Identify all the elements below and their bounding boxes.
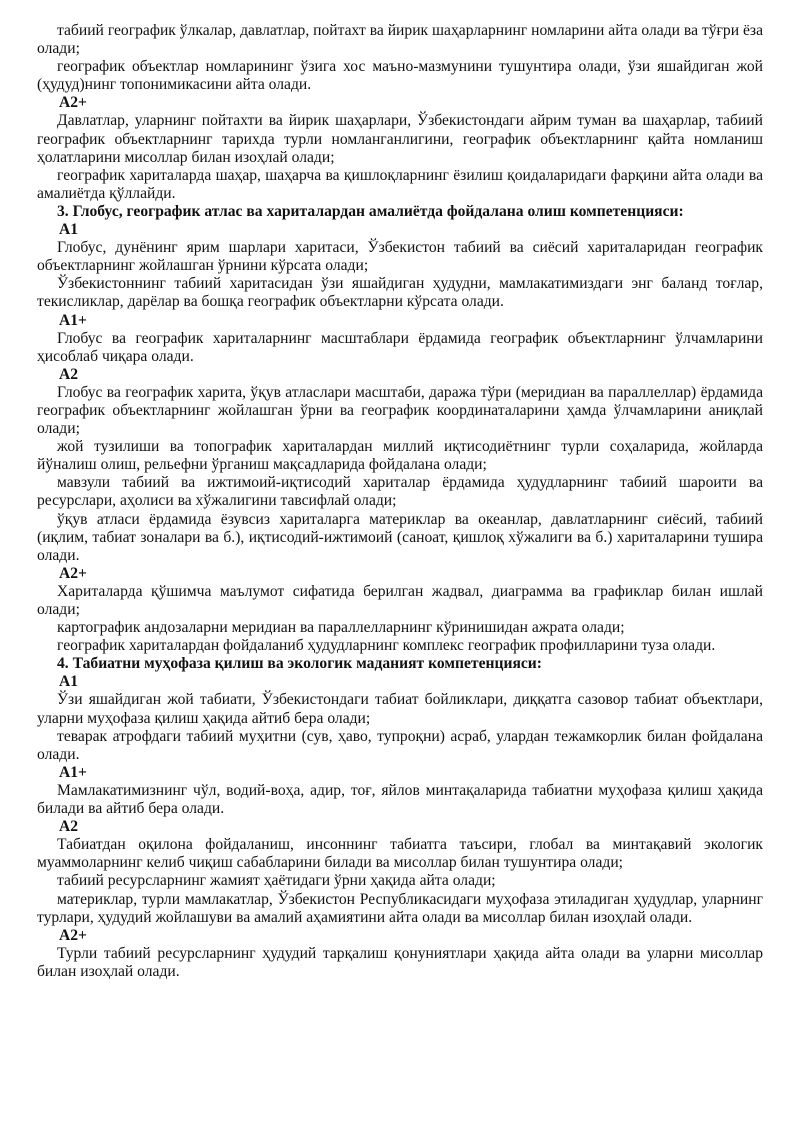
paragraph: Турли табиий ресурсларнинг ҳудудий тарқалиш қонуниятлари ҳақида айта олади ва уларни мисоллар билан изоҳлай олади.: [37, 944, 763, 980]
level-label-a2plus: A2+: [59, 926, 87, 944]
paragraph: ўқув атласи ёрдамида ёзувсиз хариталарга материклар ва океанлар, давлатларнинг сиёсий, табиий (иқлим, табиат зоналари ва б.), иқтисодий-ижтимоий (саноат, қишлоқ хўжалиги ва б.) хариталарини тушира олади.: [37, 510, 763, 564]
paragraph: табиий ресурсларнинг жамият ҳаётидаги ўрни ҳақида айта олади;: [57, 872, 496, 890]
paragraph: теварак атрофдаги табиий муҳитни (сув, ҳаво, тупроқни) асраб, улардан тежамкорлик билан фойдалана олади.: [37, 727, 763, 763]
level-label-a1: A1: [59, 221, 79, 239]
level-label-a2plus: A2+: [59, 564, 87, 582]
paragraph: Мамлакатимизнинг чўл, водий-воҳа, адир, тоғ, яйлов минтақаларида табиатни муҳофаза қилиш ҳақида билади ва айтиб бера олади.: [37, 781, 763, 818]
level-label-a2: A2: [59, 365, 79, 383]
level-label-a1plus: A1+: [59, 311, 87, 329]
section-heading-3: 3. Глобус, географик атлас ва хариталардан амалиётда фойдалана олиш компетенцияси:: [57, 202, 684, 220]
paragraph: табиий географик ўлкалар, давлатлар, пойтахт ва йирик шаҳарларнинг номларини айта олади ва тўғри ёза олади;: [37, 22, 763, 58]
paragraph: мавзули табиий ва ижтимоий-иқтисодий хариталар ёрдамида ҳудудларнинг табиий шароити ва ресурслари, аҳолиси ва хўжалигини тавсифлай олади;: [37, 474, 763, 510]
paragraph: Глобус ва географик харита, ўқув атласлари масштаби, даража тўри (меридиан ва параллеллар) ёрдамида географик объектларнинг жойлашган ўрни ва географик координаталарини ҳамда ўлчамларини аниқлай олади;: [37, 383, 763, 438]
paragraph: Глобус ва географик хариталарнинг масштаблари ёрдамида географик объектларнинг ўлчамларини ҳисоблаб чиқара олади.: [37, 329, 763, 365]
paragraph: Ўзи яшайдиган жой табиати, Ўзбекистондаги табиат бойликлари, диққатга сазовор табиат объектлари, уларни муҳофаза қилиш ҳақида айтиб бера олади;: [37, 691, 763, 727]
section-heading-4: 4. Табиатни муҳофаза қилиш ва экологик маданият компетенцияси:: [57, 655, 542, 673]
paragraph: Давлатлар, уларнинг пойтахти ва йирик шаҳарлари, Ўзбекистондаги айрим туман ва шаҳарлар, табиий географик объектларнинг тарихда турли номланганлигини, географик объектларнинг қайта номланиш ҳолатларини мисоллар билан изоҳлай олади;: [37, 112, 763, 166]
level-label-a2: A2: [59, 818, 79, 836]
paragraph: жой тузилиши ва топографик хариталардан миллий иқтисодиётнинг турли соҳаларида, жойларда йўналиш олиш, рельефни ўрганиш мақсадларида фойдалана олади;: [37, 438, 763, 474]
level-label-a1plus: A1+: [59, 763, 87, 781]
paragraph: Ўзбекистоннинг табиий харитасидан ўзи яшайдиган ҳудудни, мамлакатимиздаги энг баланд тоғлар, текисликлар, дарёлар ва бошқа географик объектларни кўрсата олади.: [37, 275, 763, 311]
paragraph: Глобус, дунёнинг ярим шарлари харитаси, Ўзбекистон табиий ва сиёсий хариталаридан географик объектларнинг жойлашган ўрнини кўрсата олади;: [37, 239, 763, 275]
paragraph: географик объектлар номларининг ўзига хос маъно-мазмунини тушунтира олади, ўзи яшайдиган жой (ҳудуд)нинг топонимикасини айта олади.: [37, 58, 763, 94]
level-label-a2plus: A2+: [59, 94, 87, 112]
paragraph: географик хариталардан фойдаланиб ҳудудларнинг комплекс географик профилларини туза олади.: [57, 637, 716, 655]
paragraph: картографик андозаларни меридиан ва параллелларнинг кўринишидан ажрата олади;: [57, 619, 625, 637]
paragraph: Хариталарда қўшимча маълумот сифатида берилган жадвал, диаграмма ва графиклар билан ишлай олади;: [37, 582, 763, 618]
paragraph: Табиатдан оқилона фойдаланиш, инсоннинг табиатга таъсири, глобал ва минтақавий экологик муаммоларнинг келиб чиқиш сабабларини билади ва мисоллар билан тушунтира олади;: [37, 836, 763, 872]
paragraph: материклар, турли мамлакатлар, Ўзбекистон Республикасидаги муҳофаза этиладиган ҳудудлар, уларнинг турлари, ҳудудий жойлашуви ва амалий аҳамиятини айта олади ва мисоллар билан изоҳлай олади.: [37, 890, 763, 926]
level-label-a1: A1: [59, 673, 79, 691]
paragraph: географик хариталарда шаҳар, шаҳарча ва қишлоқларнинг ёзилиш қоидаларидаги фарқини айта олади ва амалиётда қўллайди.: [37, 166, 763, 202]
